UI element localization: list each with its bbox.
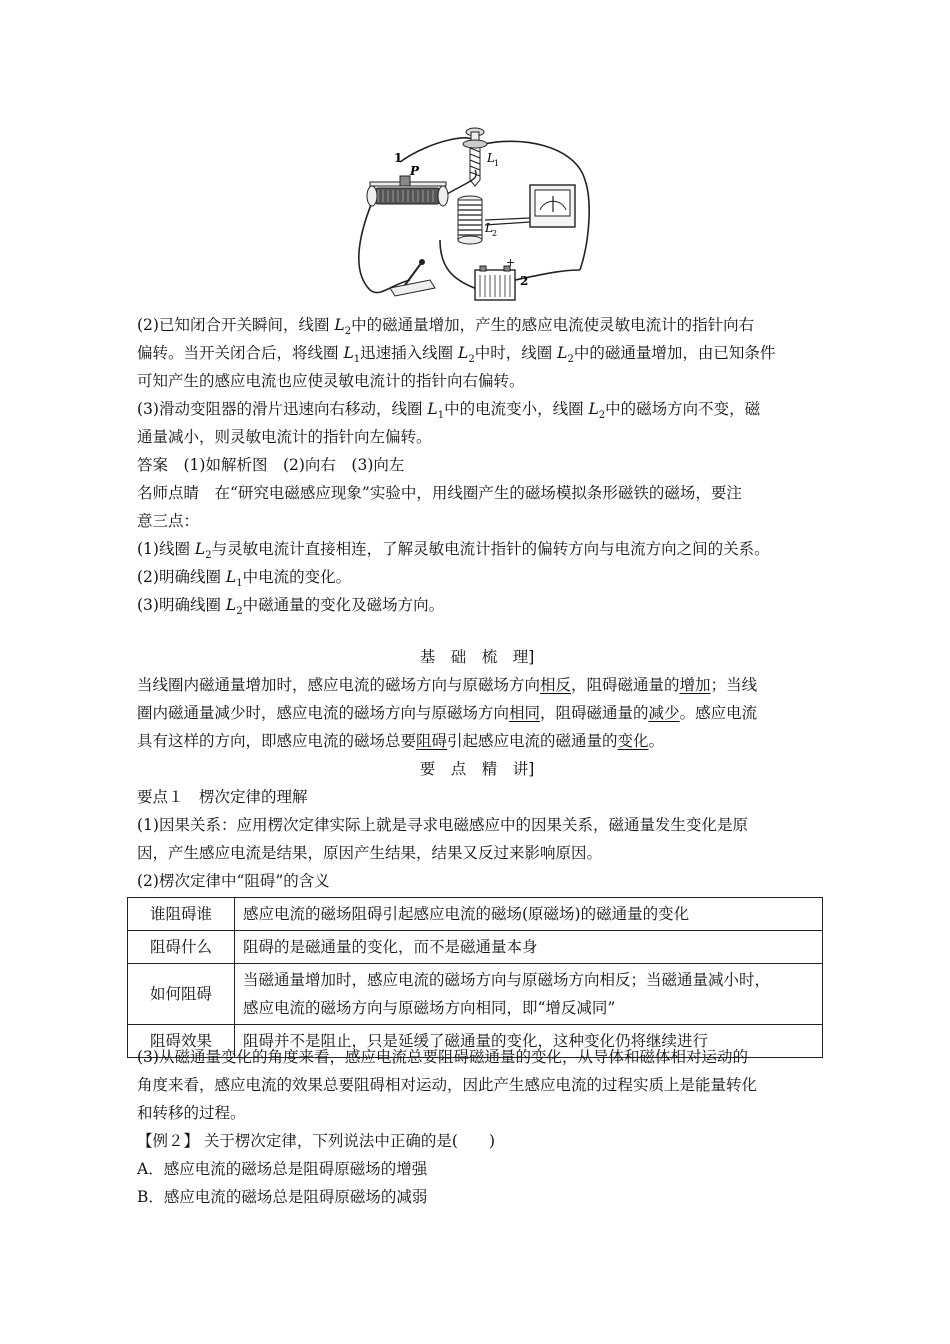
table-value: 阻碍并不是阻止，只是延缓了磁通量的变化，这种变化仍将继续进行 [235, 1025, 823, 1058]
example-question: 【例２】 关于楞次定律，下列说法中正确的是( ) [137, 1132, 496, 1150]
text-line: (2)已知闭合开关瞬间，线圈 $L_2$中的磁通量增加，产生的感应电流使灵敏电流计的指针向右 [137, 316, 755, 338]
section-heading: 基 础 梳 理] [419, 648, 535, 666]
circuit-diagram [330, 120, 620, 310]
text-line: (3)明确线圈 $L_2$中磁通量的变化及磁场方向。 [137, 596, 445, 618]
rheostat [367, 176, 448, 206]
text-line: 具有这样的方向，即感应电流的磁场总要阻碍引起感应电流的磁通量的变化。 [137, 732, 665, 750]
label-l1-sub: 1 [494, 159, 500, 168]
text-line: (3)滑动变阻器的滑片迅速向右移动，线圈 $L_1$中的电流变小，线圈 $L_2$中的磁场方向不变，磁 [137, 400, 761, 422]
text-line: (1)因果关系：应用楞次定律实际上就是寻求电磁感应中的因果关系，磁通量发生变化是原 [137, 816, 748, 834]
text-line: 通量减小，则灵敏电流计的指针向左偏转。 [137, 428, 432, 446]
table-key: 阻碍什么 [128, 931, 235, 964]
table-value: 当磁通量增加时，感应电流的磁场方向与原磁场方向相反；当磁通量减小时， 感应电流的磁场方向与原磁场方向相同，即“增反减同” [235, 964, 823, 1025]
text-line: (1)线圈 $L_2$与灵敏电流计直接相连，了解灵敏电流计指针的偏转方向与电流方向之间的关系。 [137, 540, 770, 562]
text-line: 角度来看，感应电流的效果总要阻碍相对运动，因此产生感应电流的过程实质上是能量转化 [137, 1076, 758, 1094]
analysis-section [137, 311, 817, 619]
table-key: 阻碍效果 [128, 1025, 235, 1058]
text-line: 当线圈内磁通量增加时，感应电流的磁场方向与原磁场方向相反，阻碍磁通量的增加；当线 [137, 676, 758, 694]
text-line: 和转移的过程。 [137, 1104, 246, 1122]
label-2: 2 [520, 274, 529, 288]
table-value: 阻碍的是磁通量的变化，而不是磁通量本身 [235, 931, 823, 964]
switch [390, 259, 435, 296]
plus-sign: + [506, 256, 516, 269]
text-line: (3)从磁通量变化的角度来看，感应电流总要阻碍磁通量的变化，从导体和磁体相对运动的 [137, 1048, 748, 1066]
table-row [128, 964, 823, 1025]
coil-l2 [458, 196, 482, 244]
text-line: 圈内磁通量减少时，感应电流的磁场方向与原磁场方向相同，阻碍磁通量的减少。感应电流 [137, 704, 758, 722]
basics-section [137, 643, 817, 755]
option-a: A．感应电流的磁场总是阻碍原磁场的增强 [137, 1160, 428, 1178]
text-line: 偏转。当开关闭合后，将线圈 $L_1$迅速插入线圈 $L_2$中时，线圈 $L_2$中的磁通量增加，由已知条件 [137, 344, 776, 366]
label-1: 1 [394, 151, 403, 165]
label-p: P [410, 164, 420, 178]
conclusion-section [137, 1043, 817, 1211]
text-line: 名师点睛 在“研究电磁感应现象”实验中，用线圈产生的磁场模拟条形磁铁的磁场，要注 [137, 484, 742, 502]
label-l2-sub: 2 [492, 229, 498, 238]
table-key: 谁阻碍谁 [128, 898, 235, 931]
table-key: 如何阻碍 [128, 964, 235, 1025]
key-points-section [137, 755, 817, 895]
option-b: B．感应电流的磁场总是阻碍原磁场的减弱 [137, 1188, 428, 1206]
answer-line: 答案 (1)如解析图 (2)向右 (3)向左 [137, 456, 405, 474]
text-line: 要点１ 楞次定律的理解 [137, 788, 308, 806]
text-line: 意三点： [137, 512, 200, 530]
text-line: (2)楞次定律中“阻碍”的含义 [137, 872, 330, 890]
text-line: 因，产生感应电流是结果，原因产生结果，结果又反过来影响原因。 [137, 844, 603, 862]
section-heading: 要 点 精 讲] [419, 760, 535, 778]
galvanometer [485, 185, 575, 227]
battery [475, 266, 515, 300]
label-l1: L [487, 151, 495, 165]
label-l2: L [485, 221, 493, 235]
text-line: 可知产生的感应电流也应使灵敏电流计的指针向右偏转。 [137, 372, 525, 390]
hindrance-table [127, 897, 823, 1058]
table-value: 感应电流的磁场阻碍引起感应电流的磁场(原磁场)的磁通量的变化 [235, 898, 823, 931]
table-row [128, 931, 823, 964]
table-row [128, 898, 823, 931]
text-line: (2)明确线圈 $L_1$中电流的变化。 [137, 568, 352, 590]
